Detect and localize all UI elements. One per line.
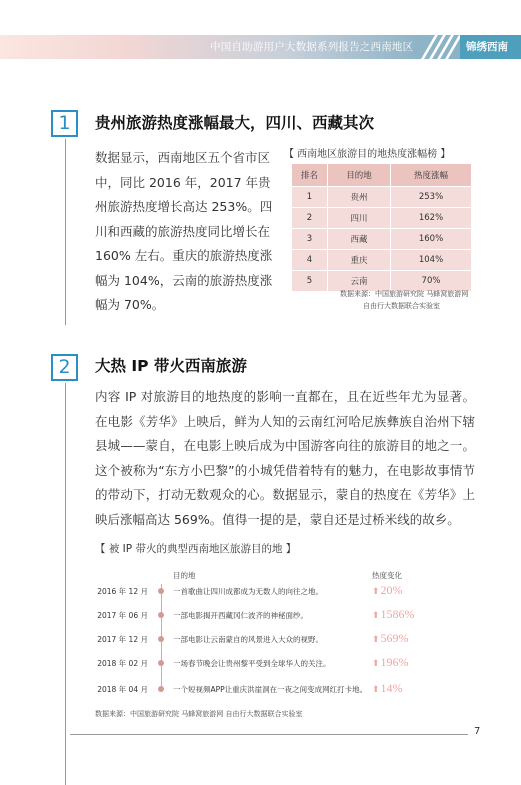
timeline-event: 一个短视频APP让重庆洪崖洞在一夜之间变成网红打卡地。 (173, 685, 368, 694)
table-cell: 2 (292, 208, 328, 229)
table-title: 【 西南地区旅游目的地热度涨幅榜 】 (284, 149, 451, 160)
table-row (292, 250, 472, 271)
timeline-event: 一首歌曲让四川成都成为无数人的向往之地。 (173, 587, 323, 596)
table-row (292, 229, 472, 250)
table-cell: 3 (292, 229, 328, 250)
timeline-dot (158, 686, 164, 692)
timeline-header-event: 目的地 (173, 571, 196, 580)
timeline-dot (158, 636, 164, 642)
section-title: 大热 IP 带火西南旅游 (95, 357, 247, 375)
header-brand: 锦绣西南 (466, 41, 508, 53)
timeline-event: 一部电影让云南蒙自的风景进入大众的视野。 (173, 635, 323, 644)
header-title: 中国自助游用户大数据系列报告之西南地区 (210, 41, 414, 53)
table-cell: 四川 (328, 208, 391, 229)
table-row (292, 208, 472, 229)
timeline-date: 2018 年 02 月 (97, 659, 148, 668)
timeline-change (372, 681, 403, 696)
timeline-date: 2016 年 12 月 (97, 587, 148, 596)
table-cell: 4 (292, 250, 328, 271)
timeline-change-value: 196% (380, 655, 409, 669)
section-divider-line (65, 383, 66, 785)
up-arrow-icon: ⬆ (372, 610, 380, 620)
table-header-destination: 目的地 (328, 164, 391, 187)
timeline-source: 数据来源：中国旅游研究院 马蜂窝旅游网 自由行大数据联合实验室 (95, 710, 303, 718)
timeline-dot (158, 588, 164, 594)
up-arrow-icon: ⬆ (372, 586, 380, 596)
ranking-table (291, 163, 472, 292)
section-title: 贵州旅游热度涨幅最大，四川、西藏其次 (95, 114, 375, 132)
up-arrow-icon: ⬆ (372, 684, 380, 694)
section-paragraph: 内容 IP 对旅游目的地热度的影响一直都在，且在近些年尤为显著。在电影《芳华》上映后，鲜为人知的云南红河哈尼族彝族自治州下辖县城——蒙自，在电影上映后成为中国游客向往的旅游目的地之一。这个被称为“东方小巴黎”的小城凭借着特有的魅力，在电影故事情节的带动下，打动无数观众的心。数据显示，蒙自的热度在《芳华》上映后涨幅高达 569%。值得一提的是，蒙自还是过桥米线的故乡。 (95, 389, 475, 527)
timeline-change-value: 14% (380, 681, 403, 695)
table-cell: 160% (391, 229, 472, 250)
timeline-change (372, 607, 415, 622)
table-row (292, 187, 472, 208)
page-number: 7 (474, 726, 481, 737)
timeline-change (372, 583, 403, 598)
timeline-dot (158, 660, 164, 666)
table-cell: 重庆 (328, 250, 391, 271)
up-arrow-icon: ⬆ (372, 634, 380, 644)
table-cell: 5 (292, 271, 328, 292)
table-cell: 162% (391, 208, 472, 229)
header-stripes (420, 35, 460, 59)
table-cell: 西藏 (328, 229, 391, 250)
table-source-line-2: 自由行大数据联合实验室 (363, 302, 440, 310)
timeline-change-value: 20% (380, 583, 403, 597)
section-number-box: 2 (51, 354, 78, 381)
timeline-change-value: 1586% (380, 607, 415, 621)
table-header-row (292, 164, 472, 187)
table-header-rank: 排名 (292, 164, 328, 187)
footer-line (70, 734, 468, 735)
timeline-date: 2018 年 04 月 (97, 685, 148, 694)
table-cell: 1 (292, 187, 328, 208)
timeline-event: 一场春节晚会让贵州黎平受到全球华人的关注。 (173, 659, 331, 668)
timeline-change (372, 655, 409, 670)
section-number-box: 1 (51, 110, 78, 137)
timeline-date: 2017 年 12 月 (97, 635, 148, 644)
table-cell: 253% (391, 187, 472, 208)
timeline-change-value: 569% (380, 631, 409, 645)
table-source-line-1: 数据来源：中国旅游研究院 马蜂窝旅游网 (340, 290, 469, 298)
timeline-date: 2017 年 06 月 (97, 611, 148, 620)
table-cell: 贵州 (328, 187, 391, 208)
table-cell: 云南 (328, 271, 391, 292)
timeline-event: 一部电影揭开西藏冈仁波齐的神秘面纱。 (173, 611, 308, 620)
section-paragraph: 数据显示，西南地区五个省市区中，同比 2016 年，2017 年贵州旅游热度增长高达 253%。四川和西藏的旅游热度同比增长在 160% 左右。重庆的旅游热度涨幅为 104%，云南的旅游热度涨幅为 70%。 (95, 150, 273, 312)
table-cell: 104% (391, 250, 472, 271)
timeline-dot (158, 612, 164, 618)
up-arrow-icon: ⬆ (372, 658, 380, 668)
timeline-title: 【 被 IP 带火的典型西南地区旅游目的地 】 (95, 543, 297, 555)
timeline-change (372, 631, 409, 646)
table-cell: 70% (391, 271, 472, 292)
table-header-growth: 热度涨幅 (391, 164, 472, 187)
timeline-header-change: 热度变化 (372, 571, 402, 580)
section-divider-line (65, 139, 66, 325)
